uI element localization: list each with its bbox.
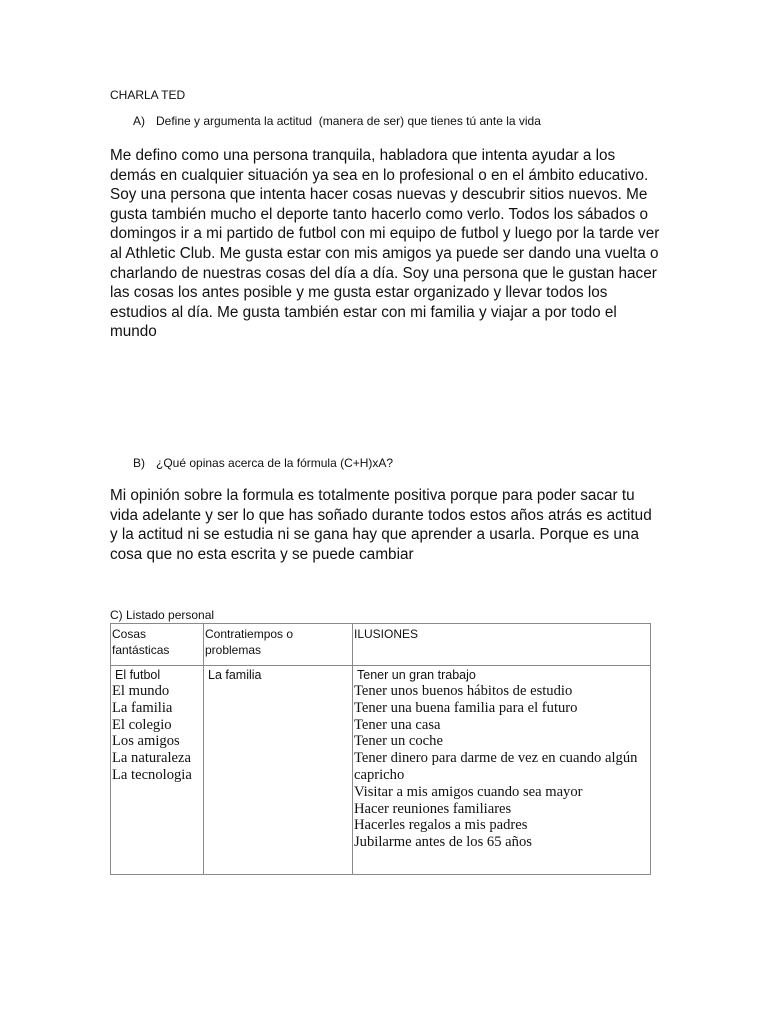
list-item: Los amigos (112, 733, 180, 750)
list-item: El futbol (115, 668, 161, 682)
question-b-text: ¿Qué opinas acerca de la fórmula (C+H)xA? (156, 456, 394, 470)
answer-b: Mi opinión sobre la formula es totalmente positiva porque para poder sacar tu vida adelante y ser lo que has soñado durante todos estos años atrás es actitud y la actitud ni se estudia ni se gana hay que aprender a usarla. Porque es una cosa que no esta escrita y se puede cambiar (110, 487, 652, 563)
question-a-text: Define y argumenta la actitud (manera de ser) que tienes tú ante la vida (156, 114, 541, 128)
list-item: Hacerles regalos a mis padres (354, 817, 528, 834)
list-item: Tener un coche (354, 733, 443, 750)
list-item: El colegio (112, 716, 172, 733)
table-header-row (111, 624, 651, 666)
cell-ilusiones (353, 666, 651, 875)
question-b-letter: B) (133, 456, 145, 470)
answer-a: Me defino como una persona tranquila, habladora que intenta ayudar a los demás en cualquier situación ya sea en lo profesional o en el ámbito educativo. Soy una persona que intenta hacer cosas nuevas y descubrir sitios nuevos. Me gusta también mucho el deporte tanto hacerlo como verlo. Todos los sábados o domingos ir a mi partido de futbol con mi equipo de futbol y luego por la tarde ver al Athletic Club. Me gusta estar con mis amigos ya puede ser dando una vuelta o charlando de nuestras cosas del día a día. Soy una persona que le gustan hacer las cosas los antes posible y me gusta estar organizado y llevar todos los estudios al día. Me gusta también estar con mi familia y viajar a por todo el mundo (110, 147, 660, 341)
question-b (133, 456, 393, 470)
cell-contratiempos (204, 666, 353, 875)
question-a (133, 114, 541, 128)
personal-list-table (110, 623, 651, 875)
list-item: Tener una casa (354, 716, 441, 733)
list-item: La naturaleza (112, 750, 191, 767)
list-item: Tener una buena familia para el futuro (354, 699, 578, 716)
list-item: La familia (112, 699, 173, 716)
list-item: El mundo (112, 683, 170, 699)
document-title: CHARLA TED (110, 88, 186, 102)
section-c-title: C) Listado personal (110, 608, 215, 622)
list-item: Tener un gran trabajo (357, 668, 476, 682)
list-item: Jubilarme antes de los 65 años (354, 834, 532, 851)
cell-cosas-fantasticas (111, 666, 204, 875)
list-item: Hacer reuniones familiares (354, 800, 512, 817)
table-row (111, 666, 651, 875)
list-item: Tener dinero para darme de vez en cuando algún capricho (354, 750, 638, 783)
header-contratiempos: Contratiempos o problemas (204, 624, 353, 666)
list-item: La familia (208, 668, 262, 682)
question-a-letter: A) (133, 114, 145, 128)
header-ilusiones: ILUSIONES (353, 624, 651, 666)
list-item: Visitar a mis amigos cuando sea mayor (354, 783, 583, 800)
list-item: La tecnologia (112, 766, 192, 783)
header-cosas-fantasticas: Cosas fantásticas (111, 624, 204, 666)
list-item: Tener unos buenos hábitos de estudio (354, 683, 573, 699)
